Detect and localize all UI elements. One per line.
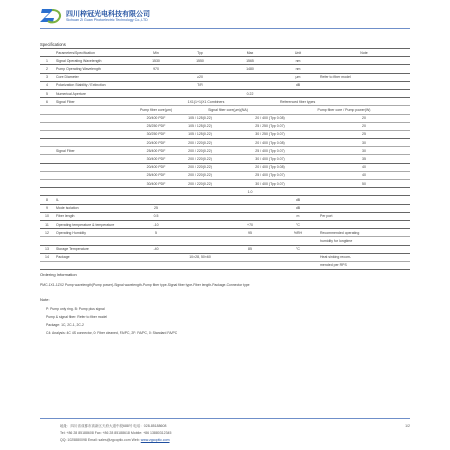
table-row	[40, 155, 410, 163]
table-cell: Signal Fiber	[54, 98, 134, 106]
section-title: Specifications	[40, 42, 66, 47]
fiber-types-label: Referenced fiber types	[278, 98, 410, 106]
table-cell	[40, 188, 54, 196]
table-cell	[134, 237, 178, 245]
table-row	[40, 81, 410, 89]
table-cell: 30	[318, 139, 410, 147]
table-cell: 6	[40, 98, 54, 106]
fiber-side-cell	[54, 171, 134, 179]
table-row	[40, 220, 410, 228]
table-cell: 200 / 220(0.22)	[178, 139, 222, 147]
table-cell: -40	[134, 245, 178, 253]
table-row	[40, 237, 410, 245]
table-cell	[318, 188, 410, 196]
table-cell	[318, 89, 410, 97]
table-row	[40, 65, 410, 73]
table-cell	[40, 237, 54, 245]
table-cell	[54, 237, 134, 245]
table-cell: 105 / 125(0.22)	[178, 130, 222, 138]
fiber-side-cell: Signal Fiber	[54, 147, 134, 155]
table-cell: Mode isolation	[54, 204, 134, 212]
fiber-model: 25/400 PDF	[134, 147, 178, 155]
column-header: Signal fiber core(μm)(NA)	[178, 106, 278, 114]
table-cell	[134, 81, 178, 89]
table-cell: 20 / 400 (Typ 0.08)	[222, 163, 318, 171]
table-cell	[222, 81, 278, 89]
table-cell: 30 / 400 (Typ 0.07)	[222, 155, 318, 163]
fiber-model: 30/400 PDF	[134, 180, 178, 188]
table-cell: 200 / 220(0.22)	[178, 155, 222, 163]
table-cell: Numerical Aperture	[54, 89, 134, 97]
fiber-model: 20/400 PDF	[134, 163, 178, 171]
table-cell	[222, 237, 278, 245]
table-cell: 9	[40, 204, 54, 212]
table-row	[40, 212, 410, 220]
table-cell	[318, 57, 410, 65]
table-cell	[278, 253, 318, 261]
table-cell: nm	[278, 65, 318, 73]
table-row	[40, 130, 410, 138]
fiber-side-cell	[54, 130, 134, 138]
note-line: Package: 1C, 2C-1, 2C-2	[46, 323, 84, 327]
table-cell: °C	[278, 245, 318, 253]
table-cell	[318, 220, 410, 228]
table-cell: dB	[278, 196, 318, 204]
table-cell: Heat sinking recom-	[318, 253, 410, 261]
fiber-side-cell	[54, 180, 134, 188]
table-cell: 95	[222, 229, 278, 237]
table-row	[40, 204, 410, 212]
table-cell: Operating Humidity	[54, 229, 134, 237]
table-cell	[178, 220, 222, 228]
table-cell	[134, 73, 178, 81]
table-cell	[54, 261, 134, 269]
table-cell: 200 / 220(0.22)	[178, 180, 222, 188]
table-cell: nm	[278, 57, 318, 65]
table-cell: 10	[40, 212, 54, 220]
table-cell	[40, 163, 54, 171]
table-cell	[40, 171, 54, 179]
table-cell: 200 / 220(0.22)	[178, 163, 222, 171]
column-header: Min	[134, 49, 178, 57]
table-row	[40, 261, 410, 269]
table-cell: 40	[318, 171, 410, 179]
table-cell: +70	[222, 220, 278, 228]
table-cell: Polarization Stability / Extinction	[54, 81, 134, 89]
table-cell: Per port	[318, 212, 410, 220]
table-cell: 5	[134, 229, 178, 237]
table-row	[40, 180, 410, 188]
table-cell	[40, 261, 54, 269]
table-cell: 85	[222, 245, 278, 253]
table-cell	[40, 147, 54, 155]
table-cell: Storage Temperature	[54, 245, 134, 253]
page-number: 1/2	[405, 424, 410, 428]
table-cell: 0.22	[222, 89, 278, 97]
table-cell: 25 / 400 (Typ 0.07)	[222, 171, 318, 179]
table-cell: Package	[54, 253, 134, 261]
table-cell: -10	[134, 220, 178, 228]
column-header: Parameters/Specification	[54, 49, 134, 57]
column-header: Typ	[178, 49, 222, 57]
column-header: Max	[222, 49, 278, 57]
table-cell: 1550	[178, 57, 222, 65]
fiber-model: 20/400 PDF	[134, 139, 178, 147]
table-cell	[134, 188, 178, 196]
table-cell	[134, 261, 178, 269]
table-cell: 20	[318, 114, 410, 122]
table-cell	[318, 204, 410, 212]
fiber-model: 20/400 PDF	[134, 114, 178, 122]
table-row	[40, 171, 410, 179]
table-cell: 10×28, 50×60	[178, 253, 222, 261]
table-row	[40, 139, 410, 147]
table-cell: 20	[318, 122, 410, 130]
notes-title: Note:	[40, 297, 50, 302]
table-cell: °C	[278, 220, 318, 228]
table-cell: 3	[40, 73, 54, 81]
table-cell	[40, 139, 54, 147]
table-cell: dB	[278, 81, 318, 89]
table-cell	[178, 261, 222, 269]
table-cell: 5	[40, 89, 54, 97]
table-cell	[318, 65, 410, 73]
table-cell	[178, 237, 222, 245]
table-row	[40, 57, 410, 65]
table-row	[40, 253, 410, 261]
table-cell: 50	[318, 180, 410, 188]
table-row	[40, 98, 410, 106]
table-cell: 200 / 220(0.22)	[178, 171, 222, 179]
table-cell: 14	[40, 253, 54, 261]
note-line: C4: Analysis: 4C 4S connector, 0: Fiber cleaned, FA/PC, 2F: FA/PC, 0: Standard FA/PC	[46, 331, 178, 335]
table-cell: 40	[318, 163, 410, 171]
table-cell: Fiber length	[54, 212, 134, 220]
header-cell-no	[40, 49, 54, 57]
fiber-model: 30/400 PDF	[134, 155, 178, 163]
table-cell	[222, 212, 278, 220]
table-row	[40, 122, 410, 130]
table-cell	[318, 245, 410, 253]
table-cell	[278, 89, 318, 97]
table-cell: 1480	[222, 65, 278, 73]
table-cell	[40, 130, 54, 138]
table-cell: 1.0	[222, 188, 278, 196]
table-cell: mended per RPS	[318, 261, 410, 269]
table-cell: 30 / 250 (Typ 0.07)	[222, 130, 318, 138]
table-cell	[318, 81, 410, 89]
table-cell	[134, 196, 178, 204]
column-header: Unit	[278, 49, 318, 57]
table-cell: 2	[40, 65, 54, 73]
table-cell	[222, 73, 278, 81]
footer-web	[60, 438, 170, 442]
company-logo-icon	[40, 6, 62, 26]
table-cell: 970	[134, 65, 178, 73]
table-row	[40, 49, 410, 57]
company-name-en: Sichuan Zi Guan Photoelectric Technology Co.,LTD	[66, 18, 148, 22]
table-row	[40, 106, 410, 114]
table-cell: Refer to fiber model	[318, 73, 410, 81]
fiber-model: 30/250 PDF	[134, 130, 178, 138]
table-cell: 13	[40, 245, 54, 253]
table-cell: 105 / 125(0.22)	[178, 114, 222, 122]
table-cell: 4	[40, 81, 54, 89]
table-cell: dB	[278, 204, 318, 212]
table-cell	[278, 188, 318, 196]
table-cell: 1565	[222, 57, 278, 65]
table-row	[40, 147, 410, 155]
table-row	[40, 163, 410, 171]
table-row	[40, 89, 410, 97]
table-cell	[134, 89, 178, 97]
table-cell: Core Diameter	[54, 73, 134, 81]
table-cell: 11	[40, 220, 54, 228]
fiber-side-cell	[54, 139, 134, 147]
table-cell	[54, 106, 134, 114]
table-cell: 8	[40, 196, 54, 204]
table-cell: Recommended operating	[318, 229, 410, 237]
column-header: Note	[318, 49, 410, 57]
table-cell: 12	[40, 229, 54, 237]
table-cell	[318, 196, 410, 204]
table-cell	[178, 245, 222, 253]
table-cell: μm	[278, 73, 318, 81]
fiber-side-cell	[54, 122, 134, 130]
table-cell	[54, 188, 134, 196]
table-cell	[40, 114, 54, 122]
table-cell: 105 / 125(0.22)	[178, 122, 222, 130]
table-cell: IL	[54, 196, 134, 204]
table-cell: 25	[134, 204, 178, 212]
table-cell: 30	[318, 147, 410, 155]
table-cell	[222, 253, 278, 261]
company-name-cn: 四川梓冠光电科技有限公司	[66, 11, 150, 18]
table-cell: 20 / 400 (Typ 0.08)	[222, 139, 318, 147]
table-cell	[178, 229, 222, 237]
table-cell: 1530	[134, 57, 178, 65]
header-divider	[40, 28, 410, 29]
footer-divider	[40, 418, 410, 419]
table-cell: 25 / 400 (Typ 0.07)	[222, 147, 318, 155]
fiber-side-cell	[54, 163, 134, 171]
table-cell: 30 / 400 (Typ 0.07)	[222, 180, 318, 188]
table-cell: 20 / 400 (Typ 0.08)	[222, 114, 318, 122]
table-cell	[40, 122, 54, 130]
table-cell: Signal Operating Wavelength	[54, 57, 134, 65]
column-header: Pump fiber core / Pump power(W)	[278, 106, 410, 114]
table-cell: T/R	[178, 81, 222, 89]
table-cell	[278, 237, 318, 245]
table-cell	[278, 261, 318, 269]
table-cell	[178, 89, 222, 97]
table-cell	[222, 204, 278, 212]
table-cell: m	[278, 212, 318, 220]
table-row	[40, 245, 410, 253]
fiber-model: 25/250 PDF	[134, 122, 178, 130]
table-cell: 0.5	[134, 212, 178, 220]
table-cell	[178, 212, 222, 220]
table-row	[40, 73, 410, 81]
footer-contact: Tel: +86 28 85188608 Fax: +86 28 85188618 Mobile: +86 13880312345	[60, 431, 172, 435]
ordering-text: PMC-1X1-1ZX2 Pump wavelength(Pump power)-Signal wavelength-Pump fiber type-Signal fiber type-Fiber length-Package-Connector type	[40, 283, 250, 287]
fiber-model: 25/400 PDF	[134, 171, 178, 179]
table-cell	[40, 180, 54, 188]
table-cell	[178, 196, 222, 204]
table-cell	[222, 261, 278, 269]
table-cell	[178, 65, 222, 73]
footer-web-prefix: QQ: 1025880098 Email: sales@zgcoptic.com Web:	[60, 438, 141, 442]
table-cell	[134, 253, 178, 261]
table-cell	[178, 188, 222, 196]
note-line: Pump & signal fiber: Refer to fiber model	[46, 315, 108, 319]
column-header: Pump fiber core(μm)	[134, 106, 178, 114]
table-cell	[222, 196, 278, 204]
table-cell: 35	[318, 155, 410, 163]
table-cell	[40, 155, 54, 163]
table-cell: 1	[40, 57, 54, 65]
fiber-side-cell	[54, 155, 134, 163]
table-cell	[178, 204, 222, 212]
table-cell: 200 / 220(0.22)	[178, 147, 222, 155]
table-cell: Pump Operating Wavelength	[54, 65, 134, 73]
note-line: P: Pump only ring. B: Pump plus signal	[46, 307, 105, 311]
table-cell: %RH	[278, 229, 318, 237]
document-header	[40, 6, 340, 30]
table-row	[40, 114, 410, 122]
website-link[interactable]: www.zgcoptic.com	[140, 438, 170, 442]
ordering-title: Ordering Information	[40, 272, 77, 277]
table-row	[40, 188, 410, 196]
table-cell: ≥20	[178, 73, 222, 81]
table-row	[40, 229, 410, 237]
table-cell	[40, 106, 54, 114]
fiber-side-cell	[54, 114, 134, 122]
table-cell: humidity for longtime	[318, 237, 410, 245]
spec-table	[40, 48, 410, 270]
table-cell: 25	[318, 130, 410, 138]
table-row	[40, 196, 410, 204]
footer-address: 地址：四川省成都市高新区天府大道中段688号 电话：028-85188608	[60, 424, 167, 428]
table-cell: 25 / 250 (Typ 0.07)	[222, 122, 318, 130]
table-cell: Operating temperature & temperature	[54, 220, 134, 228]
fiber-group-label: 1X1(1+1)X1 Combiners	[134, 98, 278, 106]
